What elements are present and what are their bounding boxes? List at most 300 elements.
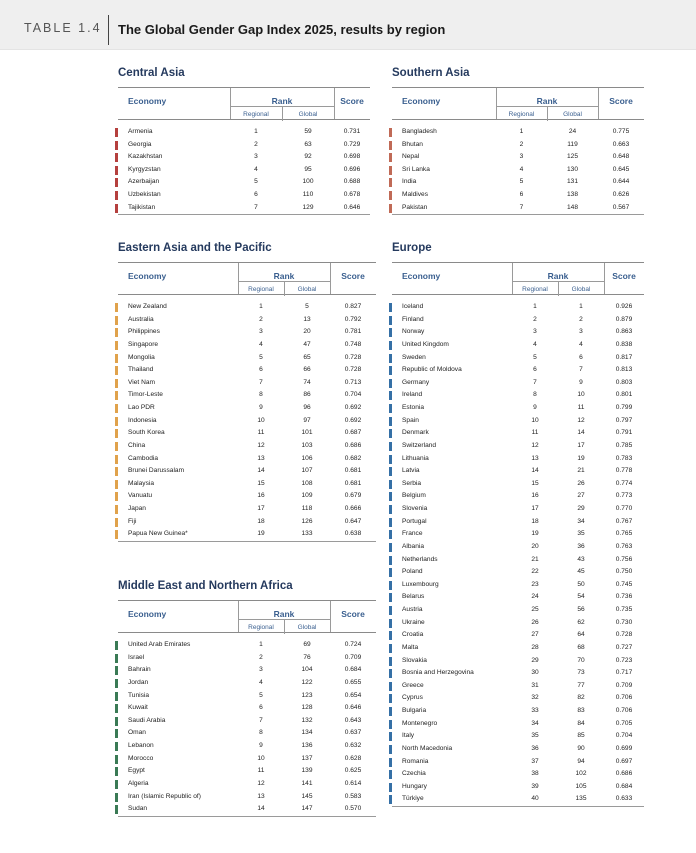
table-row bbox=[118, 465, 376, 478]
regional-rank: 7 bbox=[519, 203, 524, 211]
regional-rank: 1 bbox=[254, 128, 258, 135]
economy-name: France bbox=[402, 530, 423, 538]
economy-name: Cambodia bbox=[128, 454, 159, 462]
global-rank: 70 bbox=[577, 656, 585, 664]
score-value: 0.684 bbox=[344, 666, 362, 674]
column-divider bbox=[547, 106, 548, 121]
table-row bbox=[118, 377, 376, 390]
table-row bbox=[392, 554, 644, 567]
score-value: 0.763 bbox=[615, 542, 633, 550]
region-color-marker bbox=[389, 404, 392, 413]
table-row bbox=[392, 705, 644, 718]
global-rank: 77 bbox=[577, 681, 585, 689]
global-subheader: Global bbox=[563, 111, 582, 118]
table-row bbox=[118, 765, 376, 778]
region-color-marker bbox=[389, 593, 392, 602]
score-value: 0.614 bbox=[344, 779, 362, 787]
economy-name: Slovenia bbox=[402, 505, 428, 512]
score-value: 0.637 bbox=[344, 729, 362, 737]
regional-rank: 37 bbox=[531, 757, 539, 765]
table-row bbox=[392, 314, 644, 327]
region-color-marker bbox=[115, 805, 118, 814]
region-color-marker bbox=[389, 770, 392, 779]
score-value: 0.706 bbox=[615, 694, 633, 702]
region-color-marker bbox=[389, 581, 392, 590]
table-row bbox=[118, 753, 376, 766]
table-row bbox=[118, 126, 370, 139]
score-header: Score bbox=[341, 609, 365, 619]
region-color-marker bbox=[389, 354, 392, 363]
score-value: 0.645 bbox=[612, 165, 630, 173]
table-row bbox=[392, 756, 644, 769]
region-color-marker bbox=[115, 492, 118, 501]
global-rank: 50 bbox=[577, 580, 585, 588]
score-value: 0.775 bbox=[612, 128, 630, 135]
table-row bbox=[392, 389, 644, 402]
economy-name: Lao PDR bbox=[128, 404, 155, 411]
table-header bbox=[0, 0, 696, 50]
economy-name: Romania bbox=[402, 757, 429, 765]
economy-name: Denmark bbox=[402, 429, 429, 437]
column-header bbox=[118, 87, 370, 120]
global-rank: 105 bbox=[575, 782, 587, 790]
table-row bbox=[392, 591, 644, 604]
global-rank: 11 bbox=[577, 404, 585, 411]
regional-rank: 5 bbox=[259, 353, 263, 361]
economy-name: Timor-Leste bbox=[128, 391, 163, 399]
economy-name: Bhutan bbox=[402, 140, 423, 148]
economy-name: Egypt bbox=[128, 767, 145, 775]
table-body bbox=[118, 126, 370, 215]
global-rank: 35 bbox=[577, 530, 585, 538]
table-row bbox=[392, 453, 644, 466]
economy-name: India bbox=[402, 178, 417, 186]
table-row bbox=[118, 427, 376, 440]
global-rank: 62 bbox=[577, 618, 585, 626]
table-row bbox=[392, 202, 644, 215]
regional-rank: 35 bbox=[531, 732, 539, 740]
regional-rank: 2 bbox=[533, 315, 537, 323]
regional-rank: 27 bbox=[531, 631, 539, 639]
economy-name: Singapore bbox=[128, 340, 159, 348]
economy-name: Portugal bbox=[402, 517, 427, 525]
section-title: Southern Asia bbox=[392, 67, 470, 79]
table-row bbox=[392, 629, 644, 642]
region-color-marker bbox=[389, 429, 392, 438]
regional-rank: 29 bbox=[531, 656, 539, 664]
region-color-marker bbox=[389, 631, 392, 640]
economy-name: Cyprus bbox=[402, 694, 423, 702]
regional-rank: 12 bbox=[257, 779, 265, 787]
region-color-marker bbox=[389, 480, 392, 489]
economy-name: Uzbekistan bbox=[128, 190, 161, 198]
economy-header: Economy bbox=[402, 96, 441, 106]
economy-name: Ukraine bbox=[402, 618, 425, 626]
table-row bbox=[118, 364, 376, 377]
global-rank: 76 bbox=[303, 653, 311, 661]
regional-rank: 30 bbox=[531, 669, 539, 677]
region-color-marker bbox=[115, 467, 118, 476]
regional-rank: 8 bbox=[259, 729, 263, 737]
region-color-marker bbox=[115, 518, 118, 527]
economy-name: Türkiye bbox=[402, 795, 424, 803]
regional-rank: 10 bbox=[257, 754, 265, 762]
regional-rank: 9 bbox=[533, 404, 537, 411]
global-subheader: Global bbox=[297, 286, 317, 293]
economy-name: Switzerland bbox=[402, 441, 437, 449]
score-value: 0.783 bbox=[615, 454, 633, 462]
table-row bbox=[118, 326, 376, 339]
column-divider bbox=[230, 88, 231, 119]
regional-rank: 18 bbox=[531, 517, 539, 525]
rank-header: Rank bbox=[547, 271, 569, 281]
region-color-marker bbox=[389, 732, 392, 741]
economy-name: Jordan bbox=[128, 678, 149, 686]
global-rank: 100 bbox=[302, 178, 314, 186]
score-value: 0.778 bbox=[615, 467, 633, 475]
regional-rank: 8 bbox=[533, 391, 537, 399]
regional-rank: 26 bbox=[531, 618, 539, 626]
region-color-marker bbox=[115, 178, 118, 187]
table-row bbox=[392, 528, 644, 541]
global-rank: 118 bbox=[301, 505, 313, 512]
region-color-marker bbox=[389, 153, 392, 162]
global-rank: 107 bbox=[301, 467, 313, 475]
score-value: 0.686 bbox=[615, 770, 633, 778]
region-color-marker bbox=[389, 644, 392, 653]
score-value: 0.728 bbox=[344, 353, 362, 361]
region-color-marker bbox=[389, 442, 392, 451]
table-row bbox=[118, 478, 376, 491]
region-color-marker bbox=[389, 556, 392, 565]
header-divider bbox=[108, 15, 109, 45]
global-rank: 136 bbox=[301, 742, 313, 749]
table-row bbox=[118, 690, 376, 703]
score-header: Score bbox=[612, 271, 636, 281]
table-row bbox=[392, 415, 644, 428]
region-color-marker bbox=[389, 128, 392, 137]
table-row bbox=[392, 680, 644, 693]
region-color-marker bbox=[115, 303, 118, 312]
region-color-marker bbox=[115, 704, 118, 713]
section-central-asia bbox=[118, 67, 370, 215]
global-rank: 138 bbox=[566, 190, 578, 198]
table-row bbox=[392, 566, 644, 579]
global-rank: 83 bbox=[577, 707, 585, 714]
region-color-marker bbox=[389, 694, 392, 703]
region-color-marker bbox=[389, 328, 392, 337]
score-value: 0.687 bbox=[344, 429, 362, 437]
economy-name: China bbox=[128, 441, 146, 449]
score-value: 0.686 bbox=[344, 441, 362, 449]
column-divider bbox=[284, 281, 285, 296]
region-color-marker bbox=[389, 720, 392, 729]
regional-rank: 6 bbox=[533, 366, 537, 374]
economy-name: Thailand bbox=[128, 366, 154, 374]
region-color-marker bbox=[115, 141, 118, 150]
regional-rank: 4 bbox=[254, 165, 258, 173]
table-row bbox=[392, 176, 644, 189]
economy-name: Iceland bbox=[402, 303, 424, 310]
regional-rank: 5 bbox=[533, 353, 537, 361]
region-color-marker bbox=[115, 316, 118, 325]
score-value: 0.682 bbox=[344, 454, 362, 462]
regional-rank: 6 bbox=[259, 704, 263, 712]
score-value: 0.648 bbox=[612, 153, 630, 161]
economy-name: Kyrgyzstan bbox=[128, 165, 161, 173]
table-row bbox=[392, 617, 644, 630]
region-color-marker bbox=[115, 717, 118, 726]
region-color-marker bbox=[389, 783, 392, 792]
global-rank: 92 bbox=[304, 153, 312, 161]
table-row bbox=[392, 402, 644, 415]
regional-rank: 33 bbox=[531, 707, 539, 714]
table-tag: TABLE 1.4 bbox=[24, 21, 102, 35]
economy-name: Azerbaijan bbox=[128, 178, 160, 186]
table-row bbox=[118, 528, 376, 541]
score-value: 0.724 bbox=[344, 641, 362, 648]
economy-name: Albania bbox=[402, 542, 424, 550]
score-value: 0.863 bbox=[615, 328, 633, 336]
global-rank: 106 bbox=[301, 454, 313, 462]
score-value: 0.879 bbox=[615, 315, 633, 323]
column-header bbox=[392, 262, 644, 295]
column-header bbox=[118, 262, 376, 295]
regional-rank: 23 bbox=[531, 580, 539, 588]
table-row bbox=[118, 202, 370, 215]
economy-name: South Korea bbox=[128, 429, 165, 437]
global-rank: 65 bbox=[303, 353, 311, 361]
table-page bbox=[108, 50, 695, 853]
regional-rank: 13 bbox=[531, 454, 539, 462]
regional-rank: 1 bbox=[519, 128, 524, 135]
score-value: 0.679 bbox=[344, 492, 362, 500]
economy-name: Slovakia bbox=[402, 656, 427, 664]
economy-name: Japan bbox=[128, 505, 146, 512]
score-header: Score bbox=[341, 271, 365, 281]
economy-name: Lithuania bbox=[402, 454, 429, 462]
column-divider bbox=[598, 88, 599, 119]
section-title: Eastern Asia and the Pacific bbox=[118, 242, 272, 254]
column-header bbox=[392, 87, 644, 120]
score-value: 0.699 bbox=[615, 744, 633, 752]
region-color-marker bbox=[115, 692, 118, 701]
region-color-marker bbox=[389, 366, 392, 375]
economy-name: Philippines bbox=[128, 328, 160, 336]
region-color-marker bbox=[115, 505, 118, 514]
table-row bbox=[118, 176, 370, 189]
rank-underline bbox=[230, 106, 334, 107]
economy-name: United Arab Emirates bbox=[128, 641, 191, 648]
global-rank: 27 bbox=[577, 492, 585, 500]
economy-name: Maldives bbox=[402, 190, 429, 198]
global-rank: 125 bbox=[566, 153, 578, 161]
score-value: 0.750 bbox=[615, 568, 633, 576]
regional-rank: 21 bbox=[531, 555, 539, 563]
economy-name: Brunei Darussalam bbox=[128, 467, 185, 475]
economy-name: Montenegro bbox=[402, 719, 438, 727]
global-rank: 94 bbox=[577, 757, 585, 765]
global-rank: 63 bbox=[304, 140, 312, 148]
regional-rank: 18 bbox=[257, 517, 265, 525]
column-divider bbox=[284, 619, 285, 634]
economy-name: Kazakhstan bbox=[128, 153, 163, 161]
score-value: 0.729 bbox=[343, 140, 361, 148]
global-rank: 147 bbox=[301, 805, 313, 813]
economy-name: Bulgaria bbox=[402, 707, 427, 714]
table-row bbox=[392, 793, 644, 806]
economy-name: Croatia bbox=[402, 631, 424, 639]
region-color-marker bbox=[389, 606, 392, 615]
global-rank: 109 bbox=[301, 492, 313, 500]
column-divider bbox=[558, 281, 559, 296]
score-value: 0.628 bbox=[344, 754, 362, 762]
table-row bbox=[392, 465, 644, 478]
score-value: 0.626 bbox=[612, 190, 630, 198]
global-rank: 45 bbox=[577, 568, 585, 576]
score-value: 0.773 bbox=[615, 492, 633, 500]
global-rank: 126 bbox=[301, 517, 313, 525]
region-color-marker bbox=[115, 780, 118, 789]
region-color-marker bbox=[115, 341, 118, 350]
score-value: 0.817 bbox=[615, 353, 633, 361]
region-color-marker bbox=[115, 166, 118, 175]
economy-name: Lebanon bbox=[128, 742, 154, 749]
economy-name: Algeria bbox=[128, 779, 149, 787]
global-rank: 82 bbox=[577, 694, 585, 702]
regional-rank: 2 bbox=[254, 140, 258, 148]
global-rank: 119 bbox=[567, 140, 578, 148]
score-value: 0.698 bbox=[343, 153, 361, 161]
global-rank: 97 bbox=[303, 416, 311, 424]
rank-underline bbox=[496, 106, 598, 107]
regional-rank: 11 bbox=[257, 767, 265, 775]
score-value: 0.666 bbox=[344, 505, 362, 512]
table-row bbox=[118, 189, 370, 202]
global-rank: 13 bbox=[303, 315, 311, 323]
global-rank: 86 bbox=[303, 391, 311, 399]
score-value: 0.706 bbox=[615, 707, 633, 714]
region-color-marker bbox=[115, 429, 118, 438]
regional-rank: 7 bbox=[259, 378, 263, 386]
global-rank: 141 bbox=[301, 779, 313, 787]
table-row bbox=[118, 314, 376, 327]
region-color-marker bbox=[115, 641, 118, 650]
global-rank: 68 bbox=[577, 643, 585, 651]
economy-name: Estonia bbox=[402, 404, 424, 411]
score-value: 0.767 bbox=[615, 517, 633, 525]
global-rank: 148 bbox=[566, 203, 578, 211]
regional-rank: 36 bbox=[531, 744, 539, 752]
table-row bbox=[118, 791, 376, 804]
table-row bbox=[392, 781, 644, 794]
global-rank: 101 bbox=[301, 429, 313, 437]
score-value: 0.792 bbox=[344, 315, 362, 323]
regional-subheader: Regional bbox=[243, 111, 269, 118]
column-divider bbox=[496, 88, 497, 119]
global-subheader: Global bbox=[297, 624, 317, 631]
table-row bbox=[392, 503, 644, 516]
regional-rank: 7 bbox=[259, 716, 263, 724]
table-row bbox=[118, 164, 370, 177]
table-row bbox=[118, 389, 376, 402]
economy-name: Latvia bbox=[402, 467, 420, 475]
score-value: 0.709 bbox=[344, 653, 362, 661]
regional-rank: 11 bbox=[531, 429, 539, 437]
region-color-marker bbox=[115, 654, 118, 663]
regional-rank: 3 bbox=[259, 328, 263, 336]
column-divider bbox=[334, 88, 335, 119]
score-value: 0.697 bbox=[615, 757, 633, 765]
region-color-marker bbox=[389, 543, 392, 552]
region-color-marker bbox=[115, 442, 118, 451]
global-rank: 96 bbox=[303, 404, 311, 411]
regional-rank: 5 bbox=[254, 178, 258, 186]
economy-name: Morocco bbox=[128, 754, 154, 762]
economy-name: Nepal bbox=[402, 153, 420, 161]
economy-name: Kuwait bbox=[128, 704, 148, 712]
global-rank: 43 bbox=[577, 555, 585, 563]
score-value: 0.625 bbox=[344, 767, 362, 775]
score-value: 0.803 bbox=[615, 378, 633, 386]
economy-header: Economy bbox=[402, 271, 441, 281]
economy-name: Republic of Moldova bbox=[402, 366, 462, 374]
score-value: 0.735 bbox=[615, 606, 633, 613]
regional-rank: 1 bbox=[533, 303, 537, 310]
score-value: 0.813 bbox=[615, 366, 633, 374]
section-southern-asia bbox=[392, 67, 644, 215]
table-row bbox=[392, 339, 644, 352]
regional-rank: 7 bbox=[254, 203, 258, 211]
table-row bbox=[118, 352, 376, 365]
column-divider bbox=[238, 263, 239, 294]
score-value: 0.791 bbox=[615, 429, 633, 437]
region-color-marker bbox=[389, 417, 392, 426]
economy-header: Economy bbox=[128, 271, 167, 281]
regional-rank: 16 bbox=[531, 492, 539, 500]
score-value: 0.704 bbox=[344, 391, 362, 399]
global-rank: 17 bbox=[577, 441, 585, 449]
region-color-marker bbox=[389, 568, 392, 577]
regional-rank: 9 bbox=[259, 404, 263, 411]
regional-rank: 5 bbox=[519, 178, 524, 186]
regional-rank: 24 bbox=[531, 593, 539, 601]
table-body bbox=[392, 126, 644, 215]
table-row bbox=[118, 301, 376, 314]
table-row bbox=[118, 727, 376, 740]
table-row bbox=[392, 189, 644, 202]
global-rank: 137 bbox=[301, 754, 313, 762]
regional-rank: 17 bbox=[257, 505, 265, 512]
region-color-marker bbox=[115, 204, 118, 213]
table-title: The Global Gender Gap Index 2025, results by region bbox=[118, 22, 446, 37]
region-color-marker bbox=[115, 379, 118, 388]
region-color-marker bbox=[115, 354, 118, 363]
table-row bbox=[118, 151, 370, 164]
global-rank: 134 bbox=[301, 729, 313, 737]
global-subheader: Global bbox=[298, 111, 318, 118]
score-value: 0.731 bbox=[343, 128, 361, 135]
region-color-marker bbox=[115, 153, 118, 162]
global-rank: 29 bbox=[577, 505, 585, 512]
regional-rank: 3 bbox=[533, 328, 537, 336]
score-value: 0.799 bbox=[615, 404, 633, 411]
section-europe bbox=[392, 242, 644, 807]
global-rank: 139 bbox=[301, 767, 313, 775]
section-title: Europe bbox=[392, 242, 432, 254]
global-rank: 4 bbox=[579, 340, 583, 348]
global-rank: 6 bbox=[579, 353, 583, 361]
